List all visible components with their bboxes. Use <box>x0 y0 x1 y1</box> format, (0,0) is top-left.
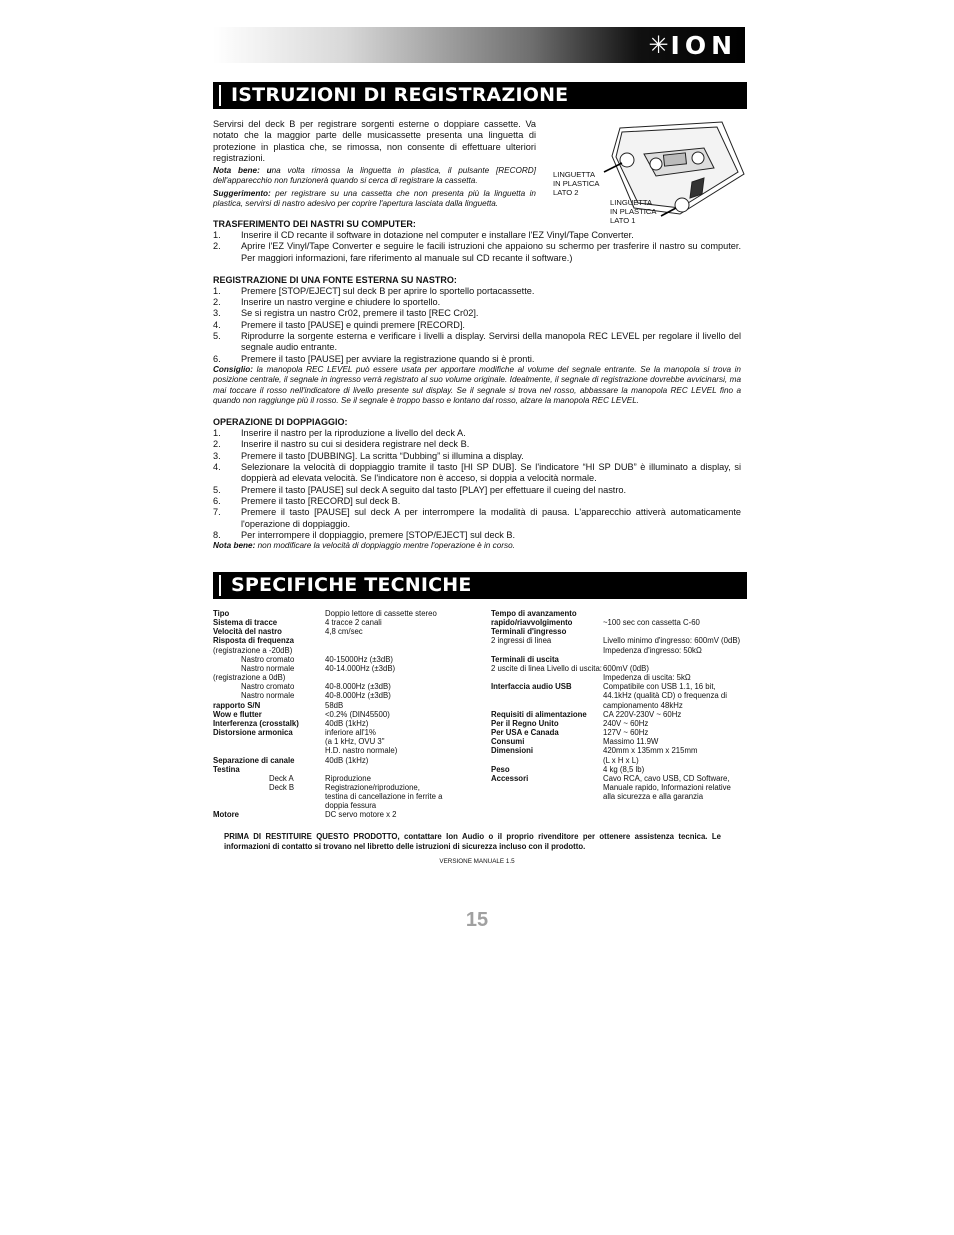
spec-label: Deck B <box>269 782 295 792</box>
list-item: 2. Inserire il nastro su cui si desidera registrare nel deck B. <box>213 439 470 450</box>
manual-version: VERSIONE MANUALE 1.5 <box>439 858 515 865</box>
ion-star-icon: ✳ <box>648 31 669 59</box>
spec-value: Impedenza d'ingresso: 50kΩ <box>603 645 702 655</box>
spec-label <box>491 756 603 765</box>
caption-tab-side-2: LINGUETTA IN PLASTICA LATO 2 <box>553 170 600 198</box>
spec-label <box>491 691 603 700</box>
spec-label: Interfaccia audio USB <box>491 682 572 692</box>
spec-row <box>491 792 749 801</box>
spec-value: Riproduzione <box>325 773 371 783</box>
rec-level-tip: Consiglio: la manopola REC LEVEL può essere usata per apportare modifiche al volume del segnale entrante. Se la manopola si trova in posizione centrale, il segnale in ingresso verrà registrato al suo volume originale. Idealmente, il segnale di registrazione dovrebbe avvicinarsi, ma mai toccare il rosso nell'indicatore di livello presente sul display. Se il segnale si trova nel rosso, abbassare la manopola REC LEVEL fino a quando non raggiunge più il rosso. Se il segnale è troppo basso e lontano dal rosso, alzare la manopola REC LEVEL. <box>213 364 741 405</box>
spec-row <box>213 746 475 755</box>
spec-label <box>491 701 603 710</box>
spec-value: 40dB (1kHz) <box>325 755 369 765</box>
spec-row <box>491 646 749 655</box>
spec-value: Doppio lettore di cassette stereo <box>325 609 437 618</box>
spec-value: (a 1 kHz, OVU 3" <box>325 737 385 747</box>
spec-label <box>213 792 325 801</box>
spec-label <box>491 783 603 792</box>
spec-row <box>213 765 475 774</box>
spec-row <box>491 746 749 755</box>
spec-label: Terminali d'ingresso <box>491 627 567 637</box>
list-item: 1. Premere [STOP/EJECT] sul deck B per aprire lo sportello portacassette. <box>213 285 535 296</box>
spec-label: Nastro cromato <box>241 682 295 692</box>
spec-row <box>491 719 749 728</box>
spec-row <box>491 682 749 691</box>
list-item: 5. Riprodurre la sorgente esterna e verificare i livelli a display. Servirsi della manopola REC LEVEL per regolare il livello del segnale audio entrante. <box>213 331 741 353</box>
spec-label: (registrazione a -20dB) <box>213 645 293 655</box>
header-gradient-bar <box>213 27 745 63</box>
logo-text: ION <box>670 30 737 60</box>
spec-label: 2 uscite di linea Livello di uscita: <box>491 663 602 673</box>
spec-value: Compatibile con USB 1.1, 16 bit, <box>603 682 716 692</box>
dubbing-list <box>213 428 741 541</box>
list-item: 1. Inserire il CD recante il software in dotazione nel computer e installare l'EZ Vinyl/Tape Converter. <box>213 230 634 240</box>
section-title: SPECIFICHE TECNICHE <box>231 574 472 596</box>
spec-row <box>213 682 475 691</box>
spec-row <box>213 655 475 664</box>
spec-row <box>491 765 749 774</box>
list-item: 3. Premere il tasto [DUBBING]. La scritta “Dubbing” si illumina a display. <box>213 450 524 461</box>
spec-value: CA 220V-230V ~ 60Hz <box>603 709 682 719</box>
spec-row <box>213 728 475 737</box>
list-item: 2. Aprire l'EZ Vinyl/Tape Converter e seguire le facili istruzioni che appaiono su schermo per trasferire il nastro su computer. Per maggiori informazioni, fare riferimento al manuale sul CD recante il software.) <box>213 241 741 263</box>
spec-label: Wow e flutter <box>213 709 262 719</box>
spec-value: H.D. nastro normale) <box>325 746 398 756</box>
spec-label: Peso <box>491 764 510 774</box>
spec-value: Registrazione/riproduzione, <box>325 782 420 792</box>
caption-tab-side-1: LINGUETTA IN PLASTICA LATO 1 <box>610 198 657 226</box>
spec-row <box>491 737 749 746</box>
spec-row <box>213 810 475 819</box>
spec-value: campionamento 48kHz <box>603 700 683 710</box>
spec-row <box>213 646 475 655</box>
spec-value: (L x H x L) <box>603 755 639 765</box>
spec-value: Massimo 11.9W <box>603 737 659 747</box>
specs-right-column <box>491 609 749 801</box>
note-paragraph: Nota bene: una volta rimossa la linguetta in plastica, il pulsante [RECORD] dell'apparecchio non funzionerà quando si cerca di registrare la cassetta. <box>213 166 536 186</box>
transfer-list <box>213 230 741 264</box>
spec-row <box>213 774 475 783</box>
spec-label: Separazione di canale <box>213 755 295 765</box>
spec-row <box>213 756 475 765</box>
spec-row <box>213 636 475 645</box>
section-title-bar-specs <box>213 572 747 599</box>
spec-row <box>491 609 749 618</box>
spec-value: 44.1kHz (qualità CD) o frequenza di <box>603 691 727 701</box>
spec-row <box>491 691 749 700</box>
spec-value: testina di cancellazione in ferrite a <box>325 792 443 802</box>
spec-value: inferiore all'1% <box>325 728 376 738</box>
list-item: 1. Inserire il nastro per la riproduzione a livello del deck A. <box>213 428 466 439</box>
spec-row <box>213 609 475 618</box>
spec-label <box>213 746 325 755</box>
spec-row <box>491 636 749 645</box>
spec-value: Cavo RCA, cavo USB, CD Software, <box>603 773 730 783</box>
spec-label: Nastro cromato <box>241 654 295 664</box>
spec-value: 40-14.000Hz (±3dB) <box>325 663 396 673</box>
spec-value: 40dB (1kHz) <box>325 718 369 728</box>
spec-row <box>213 710 475 719</box>
spec-row <box>491 618 749 627</box>
spec-label <box>213 737 325 746</box>
tip-paragraph: Suggerimento: per registrare su una cassetta che non presenta più la linguetta in plastica, servirsi di nastro adesivo per coprire l'apertura lasciata dalla linguetta. <box>213 188 536 208</box>
spec-row <box>491 673 749 682</box>
spec-label: rapido/riavvolgimento <box>491 618 573 628</box>
intro-text <box>213 119 536 209</box>
spec-value: 420mm x 135mm x 215mm <box>603 746 698 756</box>
spec-label: Risposta di frequenza <box>213 636 295 646</box>
spec-value: 58dB <box>325 700 344 710</box>
spec-label: Deck A <box>269 773 294 783</box>
spec-label <box>491 673 603 682</box>
list-item: 7. Premere il tasto [PAUSE] sul deck A per interrompere la modalità di pausa. L'apparecchio attiverà automaticamente l'operazione di doppiaggio. <box>213 507 741 529</box>
spec-label: Nastro normale <box>241 691 295 701</box>
spec-value: 240V ~ 60Hz <box>603 718 649 728</box>
section-title-bar-recording <box>213 82 747 109</box>
spec-row <box>213 801 475 810</box>
list-item: 8. Per interrompere il doppiaggio, premere [STOP/EJECT] sul deck B. <box>213 529 516 540</box>
spec-label <box>213 801 325 810</box>
spec-value: ~100 sec con cassetta C-60 <box>603 618 700 628</box>
dubbing-note: Nota bene: non modificare la velocità di doppiaggio mentre l'operazione è in corso. <box>213 541 515 551</box>
spec-label: Per USA e Canada <box>491 728 559 738</box>
spec-row <box>491 710 749 719</box>
spec-label: Tipo <box>213 609 230 618</box>
spec-label <box>491 646 603 655</box>
spec-label: Accessori <box>491 773 529 783</box>
spec-value: 4 kg (8,5 lb) <box>603 764 645 774</box>
spec-row <box>213 618 475 627</box>
spec-value: 600mV (0dB) <box>603 663 649 673</box>
list-item: 4. Premere il tasto [PAUSE] e quindi premere [RECORD]. <box>213 319 465 330</box>
spec-label: Requisiti di alimentazione <box>491 709 587 719</box>
ion-logo <box>648 32 737 58</box>
list-item: 4. Selezionare la velocità di doppiaggio tramite il tasto [HI SP DUB]. Se l'indicatore “HI SP DUB” è illuminato a display, si doppierà ad elevata velocità. Se l'indicatore non è acceso, si doppia a velocità normale. <box>213 462 741 484</box>
spec-label: Terminali di uscita <box>491 654 559 664</box>
spec-row <box>213 673 475 682</box>
spec-label: 2 ingressi di linea <box>491 636 552 646</box>
spec-value: Impedenza di uscita: 5kΩ <box>603 673 691 683</box>
spec-row <box>213 783 475 792</box>
spec-value: Livello minimo d'ingresso: 600mV (0dB) <box>603 636 741 646</box>
spec-row <box>213 719 475 728</box>
spec-value: 40-15000Hz (±3dB) <box>325 654 393 664</box>
instructions-body <box>213 219 741 551</box>
spec-label: Consumi <box>491 737 525 747</box>
spec-label: Per il Regno Unito <box>491 718 559 728</box>
spec-label: rapporto S/N <box>213 700 261 710</box>
spec-label <box>491 792 603 801</box>
spec-label: Tempo di avanzamento <box>491 609 577 618</box>
external-heading: REGISTRAZIONE DI UNA FONTE ESTERNA SU NASTRO: <box>213 274 457 285</box>
list-item: 2. Inserire un nastro vergine e chiudere lo sportello. <box>213 297 441 308</box>
spec-label: (registrazione a 0dB) <box>213 673 286 683</box>
spec-value: 40-8.000Hz (±3dB) <box>325 682 391 692</box>
specs-left-column <box>213 609 475 820</box>
spec-value: 40-8.000Hz (±3dB) <box>325 691 391 701</box>
spec-row <box>213 627 475 636</box>
spec-row <box>491 774 749 783</box>
spec-row <box>213 701 475 710</box>
spec-row <box>213 737 475 746</box>
spec-label: Nastro normale <box>241 663 295 673</box>
page-number: 15 <box>465 909 489 931</box>
spec-row <box>213 792 475 801</box>
spec-value: 4 tracce 2 canali <box>325 618 382 628</box>
spec-row <box>491 783 749 792</box>
spec-row <box>491 655 749 664</box>
spec-label: Distorsione armonica <box>213 728 293 738</box>
external-list <box>213 286 741 365</box>
spec-row <box>213 691 475 700</box>
list-item: 6. Premere il tasto [RECORD] sul deck B. <box>213 495 401 506</box>
spec-label: Velocità del nastro <box>213 627 282 637</box>
spec-row <box>213 664 475 673</box>
spec-value: 4,8 cm/sec <box>325 627 363 637</box>
list-item: 5. Premere il tasto [PAUSE] sul deck A seguito dal tasto [PLAY] per effettuare il cueing del nastro. <box>213 484 627 495</box>
spec-value: DC servo motore x 2 <box>325 810 397 820</box>
spec-row <box>491 701 749 710</box>
spec-value: <0.2% (DIN45500) <box>325 709 390 719</box>
transfer-heading: TRASFERIMENTO DEI NASTRI SU COMPUTER: <box>213 219 416 229</box>
spec-label: Sistema di tracce <box>213 618 278 628</box>
spec-row <box>491 664 749 673</box>
section-title: ISTRUZIONI DI REGISTRAZIONE <box>231 84 569 106</box>
spec-value: 127V ~ 60Hz <box>603 728 649 738</box>
list-item: 6. Premere il tasto [PAUSE] per avviare la registrazione quando si è pronti. <box>213 353 535 364</box>
spec-row <box>491 756 749 765</box>
spec-label: Dimensioni <box>491 746 534 756</box>
return-warning: PRIMA DI RESTITUIRE QUESTO PRODOTTO, contattare Ion Audio o il proprio rivenditore per ottenere assistenza tecnica. Le informazioni di contatto si trovano nel libretto delle istruzioni di sicurezza incluso con il prodotto. <box>224 832 721 851</box>
spec-value: alla sicurezza e alla garanzia <box>603 792 704 802</box>
spec-value: Manuale rapido, Informazioni relative <box>603 782 731 792</box>
spec-label: Testina <box>213 764 240 774</box>
dubbing-heading: OPERAZIONE DI DOPPIAGGIO: <box>213 417 348 428</box>
spec-label: Motore <box>213 810 239 820</box>
spec-row <box>491 728 749 737</box>
spec-value: doppia fessura <box>325 801 377 811</box>
list-item: 3. Se si registra un nastro Cr02, premere il tasto [REC Cr02]. <box>213 308 479 319</box>
spec-row <box>491 627 749 636</box>
spec-label: Interferenza (crosstalk) <box>213 718 299 728</box>
intro-paragraph: Servirsi del deck B per registrare sorgenti esterne o doppiare cassette. Va notato che la maggior parte delle musicassette presenta una linguetta di protezione in plastica che, se rimossa, non consente di effettuare ulteriori registrazioni. <box>213 119 536 163</box>
